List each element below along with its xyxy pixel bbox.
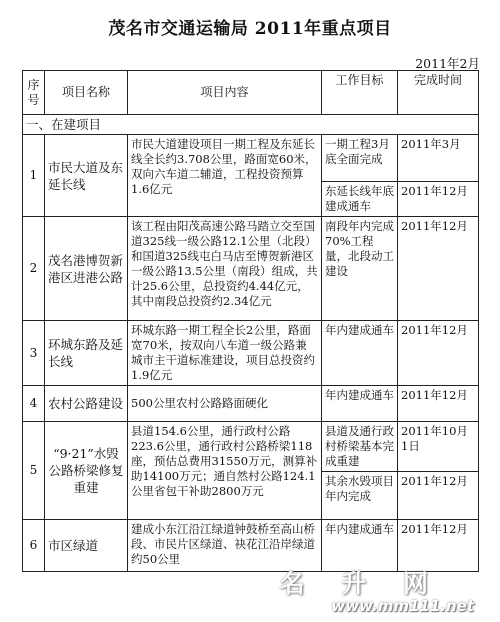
project-name: 市民大道及东延长线: [45, 135, 128, 217]
project-time: 2011年12月: [398, 217, 479, 321]
project-content: 环城东路一期工程全长2公里，路面宽70米，按双向八车道一级公路兼城市主干道标准建设，项目总投资约1.9亿元: [128, 321, 322, 386]
project-time: 2011年3月: [398, 135, 479, 182]
project-no: 6: [23, 520, 45, 572]
project-time: 2011年12月: [398, 472, 479, 520]
project-name: “9·21”水毁公路桥梁修复重建: [45, 422, 128, 520]
header-name: 项目名称: [45, 71, 128, 115]
project-goal: 年内建成通车: [322, 386, 398, 422]
project-goal: 县道及通行政村桥梁基本完成重建: [322, 422, 398, 472]
project-goal: 其余水毁项目年内完成: [322, 472, 398, 520]
project-time: 2011年12月: [398, 386, 479, 422]
header-content: 项目内容: [128, 71, 322, 115]
project-goal: 南段年内完成70%工程量，北段动工建设: [322, 217, 398, 321]
page-title: 茂名市交通运输局 2011年重点项目: [108, 19, 392, 39]
project-no: 3: [23, 321, 45, 386]
watermark-site-name: 名 升 网: [279, 569, 442, 598]
project-goal: 年内建成通车: [322, 520, 398, 572]
projects-table: [22, 70, 479, 572]
header-time: 完成时间: [398, 71, 479, 115]
watermark-url: www.mm111.net: [331, 597, 474, 615]
project-time: 2011年12月: [398, 321, 479, 386]
project-name: 农村公路建设: [45, 386, 128, 422]
header-no: 序号: [23, 71, 45, 115]
project-time: 2011年10月1日: [398, 422, 479, 472]
project-content: 500公里农村公路路面硬化: [128, 386, 322, 422]
project-goal: 一期工程3月底全面完成: [322, 135, 398, 182]
header-goal: 工作目标: [322, 71, 398, 115]
project-time: 2011年12月: [398, 520, 479, 572]
document-date: 2011年2月: [415, 56, 480, 71]
project-no: 1: [23, 135, 45, 217]
project-no: 2: [23, 217, 45, 321]
project-content: 县道154.6公里，通行政村公路223.6公里，通行政村公路桥梁118座，预估总费用31550万元，测算补助14100万元；通自然村公路124.1公里省包干补助2800万元: [128, 422, 322, 520]
project-content: 建成小东江沿江绿道钟鼓桥至高山桥段、市民片区绿道、袂花江沿岸绿道约50公里: [128, 520, 322, 572]
project-name: 市区绿道: [45, 520, 128, 572]
project-name: 环城东路及延长线: [45, 321, 128, 386]
section-heading: 一、在建项目: [23, 115, 479, 135]
project-goal: 东延长线年底建成通车: [322, 182, 398, 217]
project-content: 市民大道建设项目一期工程及东延长线全长约3.708公里，路面宽60米，双向六车道二辅道，工程投资预算1.6亿元: [128, 135, 322, 217]
project-goal: 年内建成通车: [322, 321, 398, 386]
project-content: 该工程由阳茂高速公路马踏立交至国道325线一级公路12.1公里（北段）和国道325线屯白马店至博贺新港区一级公路13.5公里（南段）组成，共计25.6公里，总投资约4.44亿元，其中南段总投资约2.34亿元: [128, 217, 322, 321]
project-no: 5: [23, 422, 45, 520]
project-no: 4: [23, 386, 45, 422]
project-name: 茂名港博贺新港区进港公路: [45, 217, 128, 321]
project-time: 2011年12月: [398, 182, 479, 217]
